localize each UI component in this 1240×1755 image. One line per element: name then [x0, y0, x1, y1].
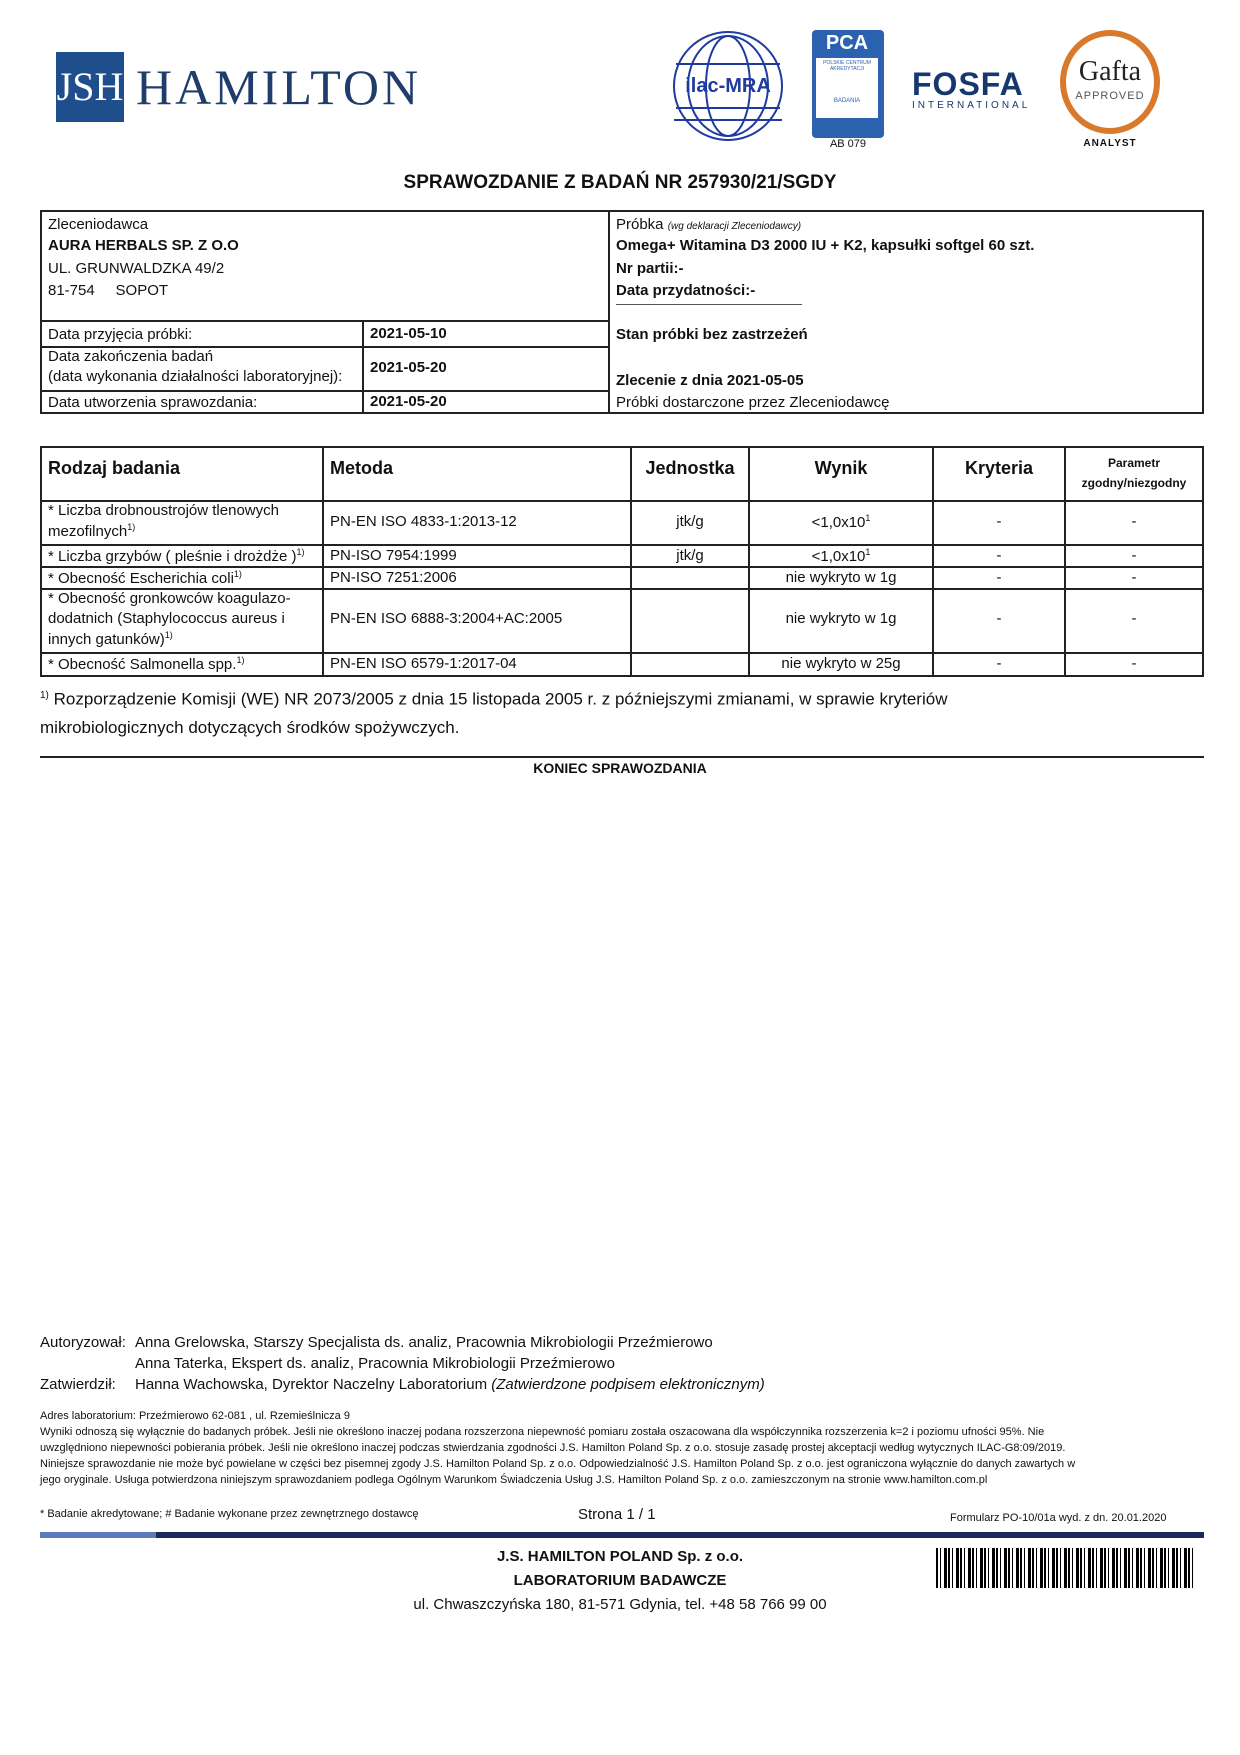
row0-result-value: <1,0x10: [811, 514, 866, 531]
row2-param: -: [1131, 569, 1137, 586]
created-date: 2021-05-20: [370, 393, 447, 410]
row0-unit: jtk/g: [676, 513, 704, 530]
pca-badania-text: BADANIA: [833, 98, 861, 104]
header-unit: Jednostka: [645, 458, 735, 478]
report-info-box: [40, 210, 1204, 414]
row3-result: nie wykryto w 1g: [785, 610, 897, 627]
lab-address: Adres laboratorium: Przeźmierowo 62-081 , ul. Rzemieślnicza 9: [40, 1410, 350, 1422]
row1-criteria: -: [996, 547, 1002, 564]
barcode: [936, 1548, 1194, 1588]
legal-notes: [40, 1408, 1204, 1488]
created-label: Data utworzenia sprawozdania:: [48, 394, 258, 411]
hamilton-brand: HAMILTON: [136, 59, 422, 115]
approved-note: (Zatwierdzone podpisem elektronicznym): [491, 1376, 765, 1393]
row3-test-line2: dodatnich (Staphylococcus aureus i: [48, 610, 285, 627]
footnote-line2: mikrobiologicznych dotyczących środków spożywczych.: [40, 717, 460, 737]
report-title: SPRAWOZDANIE Z BADAŃ NR 257930/21/SGDY: [403, 172, 837, 193]
pca-code: AB 079: [829, 138, 867, 150]
report-end: KONIEC SPRAWOZDANIA: [533, 760, 707, 776]
dates-top-line: [42, 320, 608, 322]
sample-expiry: Data przydatności:-: [616, 282, 756, 299]
row0-param: -: [1131, 513, 1137, 530]
authorized-person-2: Anna Taterka, Ekspert ds. analiz, Pracownia Mikrobiologii Przeźmierowo: [135, 1355, 615, 1372]
fosfa-logo: FOSFA: [912, 66, 1024, 102]
header-test: Rodzaj badania: [48, 458, 181, 478]
pca-small-text: POLSKIE CENTRUM AKREDYTACJI: [823, 60, 871, 72]
row0-sup: 1): [127, 522, 136, 532]
page-number: Strona 1 / 1: [578, 1506, 656, 1523]
form-number: Formularz PO-10/01a wyd. z dn. 20.01.2020: [950, 1512, 1167, 1524]
pca-logo-inner: [816, 58, 878, 118]
authorized-label: Autoryzował:: [40, 1334, 126, 1351]
header-method: Metoda: [330, 458, 393, 478]
footer-address: ul. Chwaszczyńska 180, 81-571 Gdynia, tel. +48 58 766 99 00: [413, 1596, 827, 1613]
footnote-line1: [40, 682, 1140, 714]
client-label: Zleceniodawca: [48, 216, 149, 233]
gafta-analyst: ANALYST: [1083, 138, 1137, 149]
row4-sup: 1): [236, 655, 245, 665]
sample-underline: [616, 304, 802, 305]
row0-test-line1: * Liczba drobnoustrojów tlenowych: [48, 502, 279, 519]
row1-sup: 1): [296, 547, 305, 557]
gafta-label: Gafta: [1078, 56, 1142, 87]
note-line-1: Wyniki odnoszą się wyłącznie do badanych próbek. Jeśli nie określono inaczej podana rozszerzona niepewność pomiaru została oszacowana dla współczynnika rozszerzenia k=2 i poziomu ufności 95%. Nie: [40, 1426, 1045, 1438]
sample-batch: Nr partii:-: [616, 260, 684, 277]
sample-name: Omega+ Witamina D3 2000 IU + K2, kapsułki softgel 60 szt.: [616, 237, 1035, 254]
accreditation-legend: * Badanie akredytowane; # Badanie wykonane przez zewnętrznego dostawcę: [40, 1508, 419, 1520]
dates-line-3: [42, 390, 608, 392]
row1-param: -: [1131, 547, 1137, 564]
row1-test: [48, 547, 304, 565]
row1-result-exp: 1: [865, 547, 871, 557]
row0-test-line2-text: mezofilnych: [48, 523, 128, 540]
sample-state: Stan próbki bez zastrzeżeń: [616, 326, 808, 343]
dates-col-divider: [362, 320, 364, 412]
authorized-person-1: Anna Grelowska, Starszy Specjalista ds. analiz, Pracownia Mikrobiologii Przeźmierowo: [135, 1334, 713, 1351]
row-line-1: [42, 544, 1202, 546]
approved-name: Hanna Wachowska, Dyrektor Naczelny Laboratorium: [135, 1376, 488, 1393]
row4-criteria: -: [996, 655, 1002, 672]
row4-result: nie wykryto w 25g: [781, 655, 901, 672]
received-label: Data przyjęcia próbki:: [48, 326, 193, 343]
header-result: Wynik: [814, 458, 868, 478]
row3-param: -: [1131, 610, 1137, 627]
row1-result: [750, 547, 932, 565]
row3-method: PN-EN ISO 6888-3:2004+AC:2005: [330, 610, 563, 627]
client-street: UL. GRUNWALDZKA 49/2: [48, 260, 225, 277]
ilac-label: ilac-MRA: [685, 75, 771, 97]
footer-bar: [40, 1532, 1204, 1538]
sample-delivered: Próbki dostarczone przez Zleceniodawcę: [616, 394, 890, 411]
row0-result: [750, 513, 932, 531]
row2-method: PN-ISO 7251:2006: [330, 569, 457, 586]
row1-test-text: * Liczba grzybów ( pleśnie i drożdże ): [48, 548, 297, 565]
finished-date: 2021-05-20: [370, 359, 447, 376]
row-line-4: [42, 652, 1202, 654]
received-date: 2021-05-10: [370, 325, 447, 342]
footnote-line1-text: Rozporządzenie Komisji (WE) NR 2073/2005 z dnia 15 listopada 2005 r. z późniejszymi zmianami, w sprawie kryteriów: [53, 689, 948, 709]
row0-criteria: -: [996, 513, 1002, 530]
end-divider: [40, 756, 1204, 758]
header-criteria: Kryteria: [964, 458, 1034, 478]
footer-company: J.S. HAMILTON POLAND Sp. z o.o.: [496, 1548, 744, 1565]
header-param-sub: zgodny/niezgodny: [1081, 476, 1187, 490]
client-name: AURA HERBALS SP. Z O.O: [48, 237, 239, 254]
finished-label-1: Data zakończenia badań: [48, 348, 214, 365]
row3-sup: 1): [164, 630, 173, 640]
row0-method: PN-EN ISO 4833-1:2013-12: [330, 513, 517, 530]
row0-test-line2: [48, 522, 135, 540]
row1-method: PN-ISO 7954:1999: [330, 547, 457, 564]
note-line-4: jego oryginale. Usługa potwierdzona niniejszym sprawozdaniem podlega Ogólnym Warunkom Świadczenia Usług J.S. Hamilton Poland Sp. z o.o. zamieszczonym na stronie www.hamilton.com.pl: [40, 1474, 988, 1486]
row1-result-value: <1,0x10: [811, 548, 866, 565]
row3-test-line3: [48, 630, 173, 648]
fosfa-subtitle: INTERNATIONAL: [912, 100, 1031, 111]
row2-sup: 1): [233, 569, 242, 579]
row2-test: [48, 569, 242, 587]
sample-order: Zlecenie z dnia 2021-05-05: [616, 372, 804, 389]
note-line-3: Niniejsze sprawozdanie nie może być powielane w części bez pisemnej zgody J.S. Hamilton Poland Sp. z o.o. Odpowiedzialność J.S. Hamilton Poland Sp. z o.o. jest ograniczona wyłącznie do danych zawartych w: [40, 1458, 1076, 1470]
ilac-mra-logo: [672, 30, 784, 142]
approved-person: [135, 1376, 765, 1393]
header-param: Parametr: [1107, 456, 1161, 470]
finished-label-2: (data wykonania działalności laboratoryjnej):: [48, 368, 343, 385]
row3-test-line1: * Obecność gronkowców koagulazo-: [48, 590, 291, 607]
regulation-footnote: [40, 682, 1140, 742]
client-city: 81-754 SOPOT: [48, 282, 169, 299]
pca-label: PCA: [825, 32, 869, 54]
row4-test: [48, 655, 244, 673]
approved-label: Zatwierdził:: [40, 1376, 116, 1393]
row4-test-text: * Obecność Salmonella spp.: [48, 656, 237, 673]
note-line-2: uwzględniono niepewności pobierania próbek. Jeśli nie określono inaczej podczas stwierdzania zgodności J.S. Hamilton Poland Sp. z o.o. stosuje zasadę prostej akceptacji według wytycznych ILAC-G8:09/2019.: [40, 1442, 1066, 1454]
results-table: [40, 446, 1204, 677]
hamilton-logo-mark: JSH: [56, 52, 124, 122]
row4-param: -: [1131, 655, 1137, 672]
row0-result-exp: 1: [865, 513, 871, 523]
sample-label: Próbka: [616, 216, 664, 233]
sample-label-note: (wg deklaracji Zleceniodawcy): [667, 221, 802, 232]
footer-bar-accent: [40, 1532, 156, 1538]
gafta-approved: APPROVED: [1075, 90, 1145, 102]
col-line-1: [322, 448, 324, 675]
row2-result: nie wykryto w 1g: [785, 569, 897, 586]
row2-criteria: -: [996, 569, 1002, 586]
row3-criteria: -: [996, 610, 1002, 627]
row1-unit: jtk/g: [676, 547, 704, 564]
row-line-2: [42, 566, 1202, 568]
footnote-sup: 1): [40, 690, 49, 701]
sample-label-row: [616, 216, 801, 233]
row2-test-text: * Obecność Escherichia coli: [48, 570, 234, 587]
row4-method: PN-EN ISO 6579-1:2017-04: [330, 655, 517, 672]
row3-test-line3-text: innych gatunków): [48, 631, 165, 648]
footer-lab: LABORATORIUM BADAWCZE: [513, 1572, 727, 1589]
info-divider: [608, 212, 610, 412]
